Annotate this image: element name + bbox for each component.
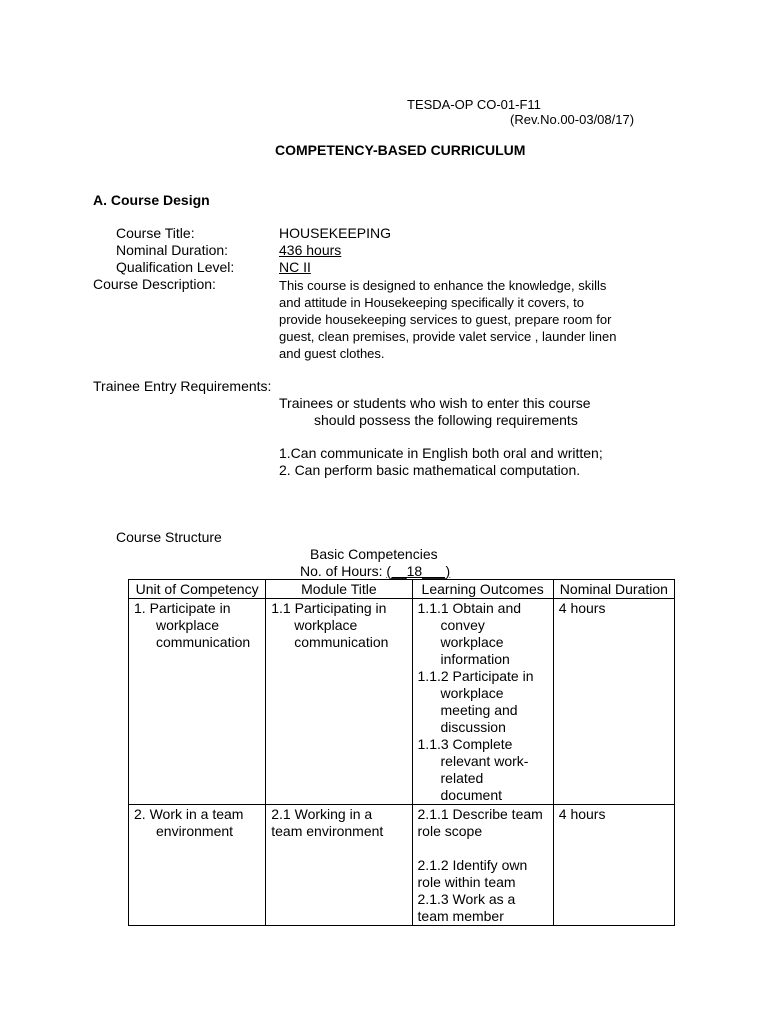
course-description-line: and attitude in Housekeeping specifically it covers, to	[279, 295, 584, 310]
qualification-level-value: NC II	[279, 259, 311, 275]
hours-line	[300, 563, 450, 580]
course-description-line: and guest clothes.	[279, 346, 385, 361]
table-row	[129, 805, 675, 926]
learning-outcome: 2.1.2 Identify own role within team	[417, 857, 528, 890]
requirement-item: 1.Can communicate in English both oral and written;	[279, 445, 603, 461]
page-title: COMPETENCY-BASED CURRICULUM	[275, 142, 526, 158]
outcomes-cell	[412, 599, 553, 805]
unit-cell	[129, 599, 266, 805]
nominal-duration-value: 436 hours	[279, 242, 342, 258]
duration-cell: 4 hours	[553, 805, 674, 926]
entry-requirements-label: Trainee Entry Requirements:	[93, 378, 272, 394]
column-header-duration: Nominal Duration	[553, 580, 674, 599]
section-heading: A. Course Design	[93, 192, 210, 208]
entry-requirements-intro: should possess the following requirements	[314, 412, 578, 428]
column-header-unit: Unit of Competency	[129, 580, 266, 599]
column-header-module: Module Title	[266, 580, 412, 599]
unit-text: 1. Participate in workplace communication	[134, 600, 251, 650]
outcomes-cell	[412, 805, 553, 926]
nominal-duration-label: Nominal Duration:	[116, 242, 229, 258]
learning-outcome: 2.1.3 Work as a team member	[417, 891, 516, 924]
unit-cell	[129, 805, 266, 926]
table-header-row	[129, 580, 675, 599]
module-cell	[266, 599, 412, 805]
qualification-level-label: Qualification Level:	[116, 259, 235, 275]
unit-text: 2. Work in a team environment	[134, 806, 244, 839]
course-description	[279, 277, 616, 362]
learning-outcome: 1.1.3 Complete relevant work-related document	[417, 736, 529, 803]
course-structure-label: Course Structure	[116, 529, 222, 545]
module-cell	[266, 805, 412, 926]
hours-label: No. of Hours:	[300, 563, 387, 579]
table-row	[129, 599, 675, 805]
learning-outcome: 1.1.2 Participate in workplace meeting and discussion	[417, 668, 534, 735]
learning-outcome: 1.1.1 Obtain and convey workplace information	[417, 600, 522, 667]
module-text: 2.1 Working in a team environment	[271, 806, 384, 839]
course-title-value: HOUSEKEEPING	[279, 225, 392, 241]
revision-number: (Rev.No.00-03/08/17)	[510, 112, 635, 127]
course-description-line: provide housekeeping services to guest, prepare room for	[279, 312, 612, 327]
spacer	[418, 840, 548, 857]
form-code: TESDA-OP CO-01-F11	[407, 97, 541, 112]
hours-value: (__18___)	[386, 563, 451, 579]
course-description-line: guest, clean premises, provide valet service , launder linen	[279, 329, 617, 344]
learning-outcome: 2.1.1 Describe team role scope	[417, 806, 543, 839]
course-title-label: Course Title:	[116, 225, 195, 241]
entry-requirements-intro: Trainees or students who wish to enter this course	[279, 395, 591, 411]
duration-cell: 4 hours	[553, 599, 674, 805]
competency-table	[128, 579, 675, 926]
course-description-line: This course is designed to enhance the knowledge, skills	[279, 278, 607, 293]
module-text: 1.1 Participating in workplace communication	[271, 600, 389, 650]
course-description-label: Course Description:	[93, 276, 216, 292]
column-header-outcomes: Learning Outcomes	[412, 580, 553, 599]
competency-type: Basic Competencies	[310, 546, 438, 562]
requirement-item: 2. Can perform basic mathematical computation.	[279, 462, 581, 478]
